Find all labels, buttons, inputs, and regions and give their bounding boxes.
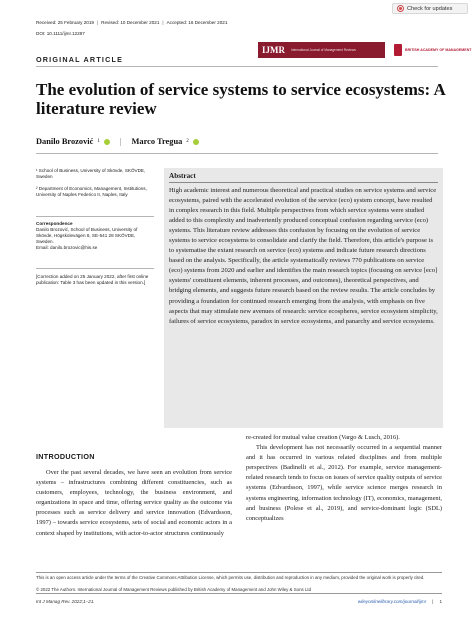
publisher-logo [394, 44, 471, 56]
journal-abbr: IJMR [262, 45, 285, 55]
affiliation-2: ² Department of Economics, Management, Institutions, University of Naples Federico II, Naples, Italy [36, 186, 147, 197]
divider [36, 268, 154, 269]
author-affiliation-marker: 2 [186, 139, 189, 144]
author-list [36, 137, 199, 146]
check-for-updates-button[interactable] [392, 3, 468, 14]
affiliation-1: ¹ School of Business, University of Skövde, SKÖVDE, Sweden [36, 168, 146, 179]
correction-note: [Correction added on 25 January 2022, after first online publication: Table 3 has been updated in this version.] [36, 274, 149, 285]
correspondence-block [36, 221, 154, 251]
intro-paragraph: This development has not necessarily occurred in a sequential manner and it has occurred in various related disciplines and from multiple perspectives (Badinelli et al., 2012). For example, service management-related research tends to focus on issues of service quality outputs of service systems (Edvardsson, 1997), while service science merges research in systems engineering, information technology (IT), economics, management, and business (Polese et al., 2019), and service-dominant logic (SDL) conceptualizes [246, 444, 442, 522]
text-column-left [36, 468, 232, 539]
received-date: Received: 25 February 2019 [36, 20, 94, 25]
divider [36, 216, 154, 217]
correspondence-email[interactable]: Email: danilo.brozovic@his.se [36, 245, 98, 250]
author-affiliation-marker: 1 [97, 139, 100, 144]
orcid-icon[interactable] [104, 139, 110, 145]
abstract-heading: Abstract [169, 172, 196, 180]
article-dates [36, 20, 227, 25]
divider [36, 66, 438, 67]
divider [169, 182, 438, 183]
author-name[interactable]: Danilo Brozović [36, 137, 94, 146]
doi[interactable]: DOI: 10.1111/ijmr.12287 [36, 31, 85, 36]
abstract-text: High academic interest and numerous theoretical and practical studies on service systems and service ecosystems, paired with the accelerated evolution of the service (eco) system concept, have resulted in complex research in this field. Multiple perspectives from which service systems were studied added to this complexity and inadvertently produced conceptual confusion regarding service (eco) systems. This literature review addresses this confusion by focusing on the evolution of service systems to service ecosystems to consolidate and clarify the field. Therefore, this article's purpose is to systematise the extant research on service (eco) systems and indicate future research directions based on the analysis. Specifically, the article systematically reviews 770 publications on service (eco) systems from 2020 and earlier and identifies the main research topics (focusing on service [eco] systems' constituent elements, inherent processes, and outcomes), theoretical perspectives, and bridging elements, and suggests future research based on the review results. The article concludes by providing a foundation for continued research emerging from the analysis, with emphasis on five aspects that may stimulate new avenues of research: service ecospheres, service ecosystem simplicity, failures of service ecosystems, paradox in service ecosystems, and panarchy and service ecosystems. [169, 187, 438, 325]
correspondence-text: Danilo Brozović, School of Business, University of Skövde, Högskolevägen 8, SE-541 28 SKÖVDE, Sweden. [36, 227, 138, 244]
article-type: ORIGINAL ARTICLE [36, 55, 124, 64]
intro-paragraph: Over the past several decades, we have seen an evolution from service systems – infrastructures combining different constituencies, such as customers, employees, technology, the business environment, and organizations in space and time, offering service quality as the outcome via processes such as service delivery and service innovation (Edvardsson, 1997) – towards service ecosystems, sets of social and economic actors in a context shaped by institutions, with actor-to-actor structures continuously [36, 469, 232, 537]
divider [36, 153, 438, 154]
journal-url-link[interactable]: wileyonlinelibrary.com/journal/ijmr [357, 599, 427, 604]
date-separator: | [96, 20, 99, 25]
text-column-right [246, 432, 442, 524]
date-separator: | [162, 20, 164, 25]
journal-citation: Int J Manag Rev. 2022;1–21. [36, 599, 95, 604]
page-separator: | [432, 599, 434, 604]
publisher-name: BRITISH ACADEMY OF MANAGEMENT [405, 47, 472, 52]
correspondence-heading: Correspondence [36, 221, 73, 226]
page-footer [358, 599, 442, 604]
author-separator: | [119, 137, 122, 146]
section-heading-introduction: INTRODUCTION [36, 452, 95, 461]
check-for-updates-label: Check for updates [407, 5, 453, 12]
journal-full-name: International Journal of Management Reviews [291, 48, 356, 52]
copyright-note: © 2022 The Authors. International Journal of Management Reviews published by British Academy of Management and John Wiley & Sons Ltd [36, 587, 312, 592]
accepted-date: Accepted: 16 December 2021 [166, 20, 228, 25]
divider [36, 572, 442, 573]
intro-paragraph-continuation: re-created for mutual value creation (Vargo & Lusch, 2016). [246, 434, 400, 441]
author-name[interactable]: Marco Tregua [131, 137, 183, 146]
article-title: The evolution of service systems to service ecosystems: A literature review [36, 80, 445, 118]
revised-date: Revised: 10 December 2021 [101, 20, 160, 25]
journal-logo [258, 42, 385, 58]
page-number: 1 [439, 599, 442, 604]
orcid-icon[interactable] [193, 139, 199, 145]
updates-icon [397, 5, 404, 12]
bam-mark-icon [394, 44, 402, 56]
divider [36, 593, 442, 594]
abstract-box [164, 168, 443, 428]
license-note: This is an open access article under the terms of the Creative Commons Attribution License, which permits use, distribution and reproduction in any medium, provided the original work is properly cited. [36, 575, 425, 580]
